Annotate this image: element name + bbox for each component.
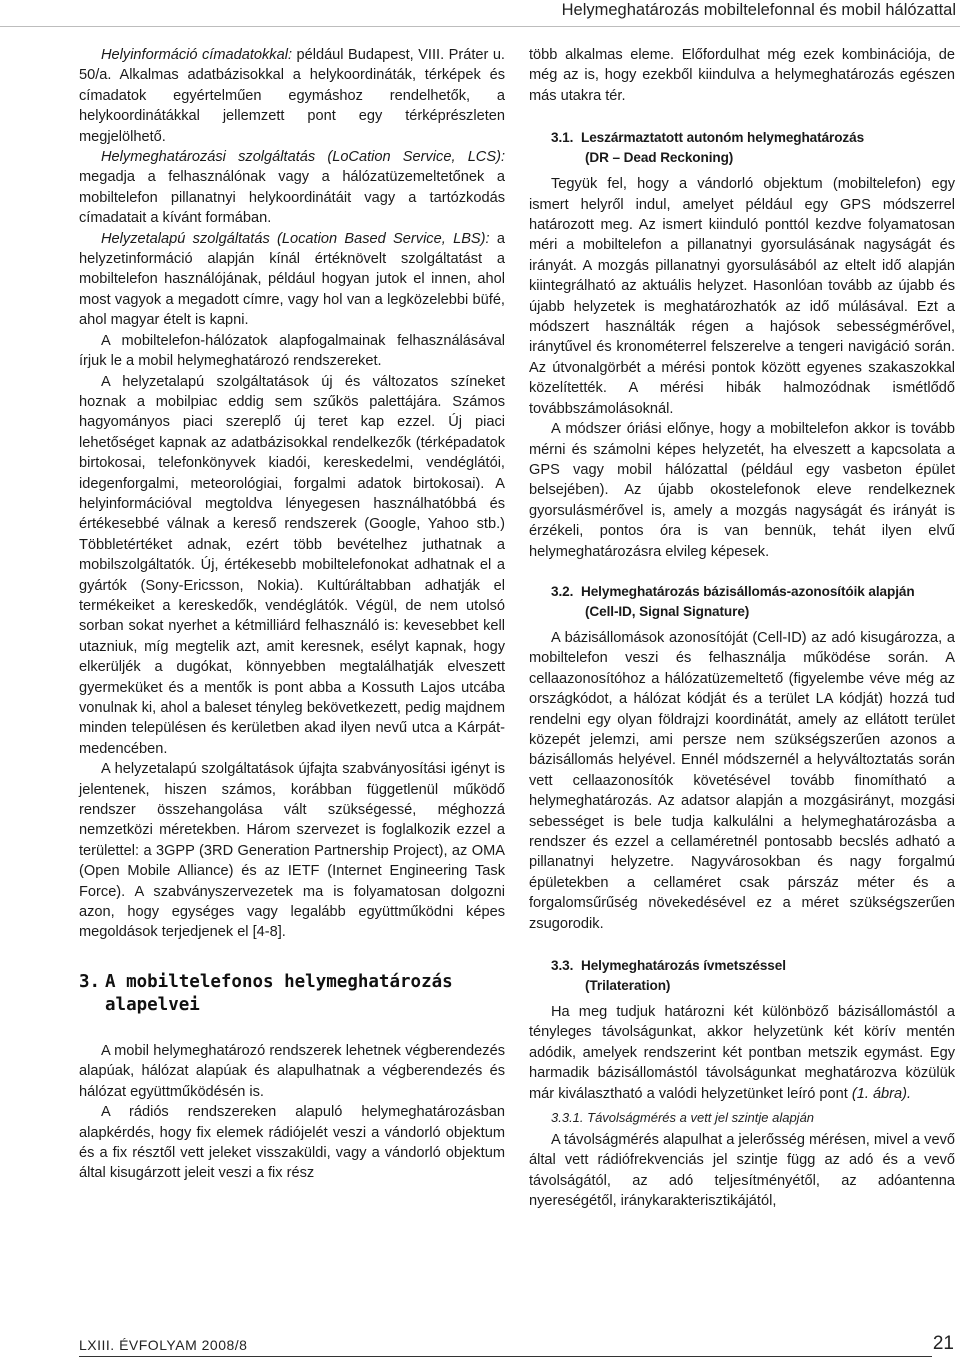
term-location-info: Helyinformáció címadatokkal:: [101, 47, 293, 63]
page-number: 21: [932, 1333, 954, 1354]
subsection-number: 3.2.: [551, 583, 574, 599]
running-header: [0, 0, 960, 30]
paragraph-dr-advantage: A módszer óriási előnye, hogy a mobiltelefon akkor is tovább mérni és számolni képes helyzetét, ha elveszett a kapcsolata a GPS vagy mobil hálózattal (például egy vasbeton épület belsejében). Az újabb okostelefonok eleve rendelkeznek gyorsulásmérővel is, amely a mozgás nagyságát és irányát is érzékeli, pontos óra is van bennük, tehát ilyen elvű helymeghatározásra elvileg képesek.: [529, 421, 955, 560]
paragraph-cell-id: A bázisállomások azonosítóját (Cell-ID) az adó kisugározza, a mobiltelefon veszi és felhasználja működése során. A cellaazonosítóhoz a hálózatüzemeltető (figyelembe véve még az országkódot, a hálózat kódját és a terület LA kódját) hozzá tud rendelni egy olyan földrajzi koordinátát, amely az ellátott terület közepét jelemzi, ami persze nem szükségszerűen azonos a bázisállomás helyével. Ennél módszernél a helyváltoztatás során vett cellaazonosítók követésével tovább finomítható a helymeghatározás. Az adatsor alapján a mozgásirányt, mozgási sebességet is bele tudja kalkulálni a helymeghatározásba a rendszer és ezzel a cellaméretnél pontosabb becslés adható a pillanatnyi helyzetre. Nagyvárosokban és nagy forgalmú épületekben a cellaméret csak párszáz méter és a forgalomsűrűség növekedésével ez a méret szükségszerűen zsugorodik.: [529, 629, 955, 932]
paragraph-location-info: [79, 45, 505, 147]
subsection-number: 3.1.: [551, 130, 574, 146]
paragraph-text: megadja a felhasználónak vagy a hálózatüzemeltetőnek a mobiltelefon pillanatnyi helykoordinátáit vagy a tartózkodás címadatait a kívánt formában.: [79, 169, 505, 227]
paragraph-text: például Budapest, VIII. Práter u. 50/a. Alkalmas adatbázisokkal a helykoordináták, térképek és címadatok egyértelműen egymáshoz rendelhetők, a helykoordinátákkal jellemzett pont egy térképrészleten megjelölhető.: [79, 47, 505, 145]
subsection-heading-3-3: [529, 956, 955, 996]
term-lbs: Helyzetalapú szolgáltatás (Location Based Service, LBS):: [101, 230, 490, 247]
paragraph-dead-reckoning: Tegyük fel, hogy a vándorló objektum (mobiltelefon) egy ismert helyről indul, amelyet például egy GPS módszerrel határozott meg. Az ismert kiinduló ponttól kezdve folyamatosan méri a mobiltelefon a pillanatnyi gyorsulásának nagyságát és irányát. A mozgás pillanatnyi gyorsulásából az eltelt idő alapján kiintegrálható az aktuális helyzet. Hasonlóan tovább az újabb és újabb helyzetek is meghatározhatók az idő múlásával. Ezt a módszert használták régen a hajósok sebességmérővel, iránytűvel és kronométerrel felszerelve a tengeri navigáció során. Az útvonalgörbét a mérési pontok között egyenes szakaszokkal közelítették. A mérési hibák halmozódnak ismétlődő továbbszámolásoknál.: [529, 176, 955, 417]
subsection-title-line1: Helymeghatározás bázisállomás-azonosítóik alapján: [581, 583, 915, 599]
figure-reference: (1. ábra).: [851, 1085, 912, 1102]
term-lcs: Helymeghatározási szolgáltatás (LoCation Service, LCS):: [101, 149, 505, 166]
subsubsection-heading-3-3-1: 3.3.1. Távolságmérés a vett jel szintje alapján: [551, 1110, 815, 1126]
paragraph-lcs: [79, 147, 505, 229]
paragraph-standards: A helyzetalapú szolgáltatások újfajta szabványosítási igényt is jelentenek, hiszen számos, korábban függetlenül működő rendszer összehangolása vált szükségessé, méghozzá nemzetközi méretekben. Három szervezet is foglalkozik ezzel a területtel: a 3GPP (3RD Generation Partnership Project), az OMA (Open Mobile Alliance) és az IETF (Internet Engineering Task Force). A szabványszervezetek ma is folyamatosan dolgozni azon, hogy egységes vagy legalább együttműködni képes megoldások terjedjenek el [4-8].: [79, 761, 505, 941]
subsection-heading-3-1: [529, 128, 955, 168]
section-number: 3.: [79, 971, 101, 992]
paragraph-radio-basics: A rádiós rendszereken alapuló helymeghatározásban alapkérdés, hogy fix elemek rádiójelét veszi a vándorló objektum és a fix résztől vett jeleket visszaküldi, vagy a vándorló objektum által kisugárzott jeleit veszi a fix rész: [79, 1104, 505, 1182]
paragraph-network-basics: A mobiltelefon-hálózatok alapfogalmainak felhasználásával írjuk le a mobil helymeghatározó rendszereket.: [79, 332, 505, 370]
section-heading-3: [79, 971, 505, 1017]
subsection-title-line2: (DR – Dead Reckoning): [585, 150, 734, 166]
paragraph-system-types: A mobil helymeghatározó rendszerek lehetnek végberendezés alapúak, hálózat alapúak és alapulhatnak a végberendezés és hálózat együttműködésén is.: [79, 1042, 505, 1100]
subsection-title-line1: Leszármaztatott autonóm helymeghatározás: [581, 130, 865, 146]
left-column: [79, 45, 505, 1184]
header-rule: [0, 26, 960, 27]
section-title-line2: alapelvei: [105, 994, 200, 1015]
paragraph-trilateration: [529, 1002, 955, 1104]
paragraph-lbs: [79, 229, 505, 331]
subsection-title-line2: (Cell-ID, Signal Signature): [585, 603, 750, 619]
subsection-title-line1: Helymeghatározás ívmetszéssel: [581, 958, 786, 974]
footer-volume: LXIII. ÉVFOLYAM 2008/8: [79, 1337, 248, 1353]
right-column: [529, 45, 955, 1212]
subsection-heading-3-2: [529, 582, 955, 622]
paragraph-text: a helyzetinformáció alapján kínál értéknövelt szolgáltatást a mobiltelefon használójának, például hogyan jutok el innen, ahol most vagyok a megadott címre, vagy hol van a legközelebbi büfé, ahol magyar ételt is kapni.: [79, 230, 505, 329]
subsection-number: 3.3.: [551, 958, 574, 974]
running-title: Helymeghatározás mobiltelefonnal és mobil hálózattal: [561, 1, 956, 19]
paragraph-continuation: több alkalmas eleme. Előfordulhat még ezek kombinációja, de még az is, hogy ezekből kiindulva a helymeghatározás egészen más utakra tér.: [529, 47, 955, 104]
footer-rule: [79, 1356, 932, 1357]
subsection-title-line2: (Trilateration): [585, 978, 671, 994]
paragraph-text: Ha meg tudjuk határozni két különböző bázisállomástól a tényleges távolságunkat, akkor helyzetünk két körív mentén adódik, amelyek rendszerint két pontban metszik egymást. Egy harmadik bázisállomástól távolságunkat meghatározva közülük már kiválasztható a valódi helyzetünket leíró pont: [529, 1004, 955, 1102]
section-title-line1: A mobiltelefonos helymeghatározás: [105, 971, 453, 992]
paragraph-market: A helyzetalapú szolgáltatások új és változatos színeket hoznak a mobilpiac eddig sem szűkös palettájára. Számos hagyományos piaci szereplő új teret kap ezzel. Új piaci lehetőséget kapnak az adatbázisokkal rendelkezők (térképadatok birtokosai, telefonkönyvek kiadói, kereskedelmi, vendéglátói, idegenforgalmi, meteorológiai, forgalmi adatok birtokosai). A helyinformációval megtoldva lényegesen használhatóbbá és értékesebbé válnak a kereső rendszerek (Google, Yahoo stb.) Többletértéket adnak, ezért több bevételhez juthatnak a mobilszolgáltatók. Új, értékesebb mobiltelefonokat adhatnak el a gyártók (Sony-Ericsson, Nokia). Kultúráltabban adhatják el termékeiket a kereskedők, vendéglátók. Végül, de nem utolsó sorban sokat nyerhet a kétmilliárd felhasználó is: kevesebbet kell utazniuk, míg megtelik azt, amit keresnek, esélyt kapnak, hogy elkerüljék a dugókat, könnyebben megtalálhatják elveszett gyermeküket és a mentők is pont abba a Kossuth Lajos utcába vonulnak ki, ahol a baleset tényleg bekövetkezett, pedig majdnem minden településen és kerületben akad ilyen nevű utca a Kárpát-medencében.: [79, 373, 505, 757]
paragraph-signal-strength: A távolságmérés alapulhat a jelerősség mérésen, mivel a vevő által vett rádiófrekvenciás jel szintje függ az adó és a vevő távolságától, az adó teljesítményétől, az adóantenna nyereségétől, iránykarakterisztikájától,: [529, 1132, 955, 1210]
